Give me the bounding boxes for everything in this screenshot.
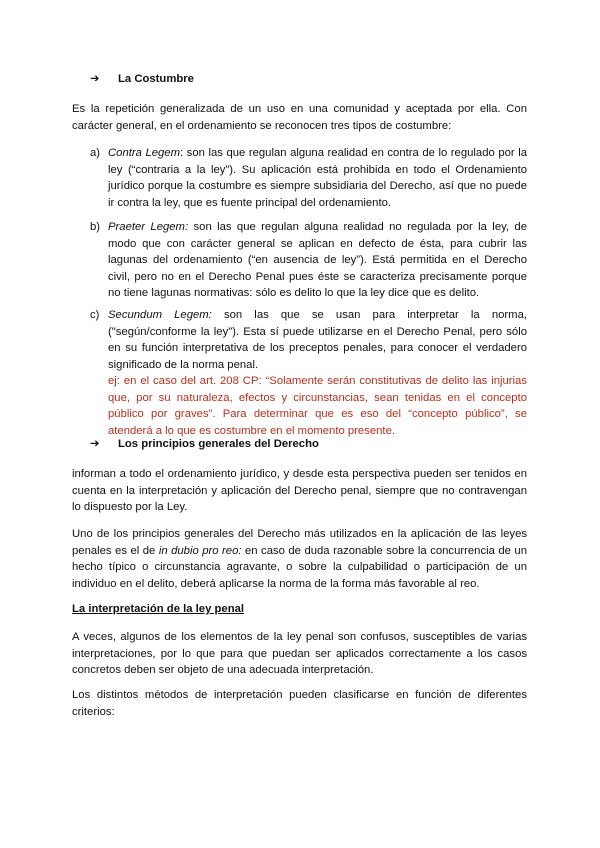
interpretacion-paragraph-1: A veces, algunos de los elementos de la ley penal son confusos, susceptibles de varias interpretaciones, por lo que para que puedan ser aplicados correctamente a los casos concretos deben ser objeto de una adecuada interpretación. xyxy=(72,631,527,676)
item-text: son las que regulan alguna realidad no regulada por la ley, de modo que con carácter general se aplican en defecto de ésta, para cubrir las lagunas del ordenamiento (“en ausencia de ley”). Está permitida en el Derecho civil, pero no en el Derecho Penal pues éste se caracteriza precisamente porque no tiene lagunas normativas: sólo es delito lo que la ley dice que es delito. xyxy=(108,221,528,299)
list-item-secundum-legem xyxy=(90,307,527,439)
list-item-contra-legem xyxy=(90,145,527,211)
para2-after: en caso de duda razonable sobre la concurrencia de un hecho típico o circunstancia agravante, o sobre la culpabilidad o participación de un individuo en el delito, deberá aplicarse la norma de la forma más favorable al reo. xyxy=(72,544,527,590)
costumbre-intro: Es la repetición generalizada de un uso en una comunidad y aceptada por ella. Con carácter general, en el ordenamiento se reconocen tres tipos de costumbre: xyxy=(72,103,527,132)
arrow-icon: ➔ xyxy=(90,73,100,85)
interpretacion-paragraph-2: Los distintos métodos de interpretación pueden clasificarse en función de diferentes criterios: xyxy=(72,689,527,718)
list-marker: a) xyxy=(90,147,101,159)
heading-principios-generales xyxy=(90,436,545,453)
term-in-dubio-pro-reo: in dubio pro reo: xyxy=(158,544,242,557)
list-marker: c) xyxy=(90,309,100,321)
principios-paragraph-2 xyxy=(72,526,527,592)
heading-interpretacion-ley-penal: La interpretación de la ley penal xyxy=(72,603,245,615)
heading-title: Los principios generales del Derecho xyxy=(118,438,319,450)
list-item-praeter-legem xyxy=(90,219,527,302)
item-text: : son las que regulan alguna realidad en contra de lo regulado por la ley (“contraria a la ley”). Su aplicación está prohibida en todo el Ordenamiento jurídico porque la costumbre es siempre subsidiaria del Derecho, así que no puede ir contra la ley, que es fuente principal del ordenamiento. xyxy=(108,147,527,209)
principios-paragraph-1: informan a todo el ordenamiento jurídico, y desde esta perspectiva pueden ser tenidos en cuenta en la interpretación y aplicación del Derecho penal, siempre que no contravengan lo dispuesto por la Ley. xyxy=(72,468,527,513)
heading-title: La Costumbre xyxy=(118,73,194,85)
example-art-208: ej: en el caso del art. 208 CP: “Solamente serán constitutivas de delito las injurias que, por su naturaleza, efectos y circunstancias, sean tenidas en el concepto público por graves”. Para determinar que es eso del “concepto público”, se atenderá a lo que es costumbre en el momento presente. xyxy=(108,375,527,437)
term-contra-legem: Contra Legem xyxy=(108,147,180,159)
para2-before: Uno de los principios generales del Derecho más utilizados en la aplicación de las leyes penales es el de xyxy=(72,528,527,557)
list-marker: b) xyxy=(90,221,101,233)
arrow-icon: ➔ xyxy=(90,438,100,450)
term-secundum-legem: Secundum Legem: xyxy=(108,309,212,321)
term-praeter-legem: Praeter Legem: xyxy=(108,221,189,233)
heading-la-costumbre xyxy=(90,71,545,88)
item-text: son las que se usan para interpretar la norma, ("según/conforme la ley"). Esta sí puede utilizarse en el Derecho Penal, pero sólo en su función interpretativa de los preceptos penales, para conocer el verdadero significado de la norma penal. xyxy=(108,309,528,371)
